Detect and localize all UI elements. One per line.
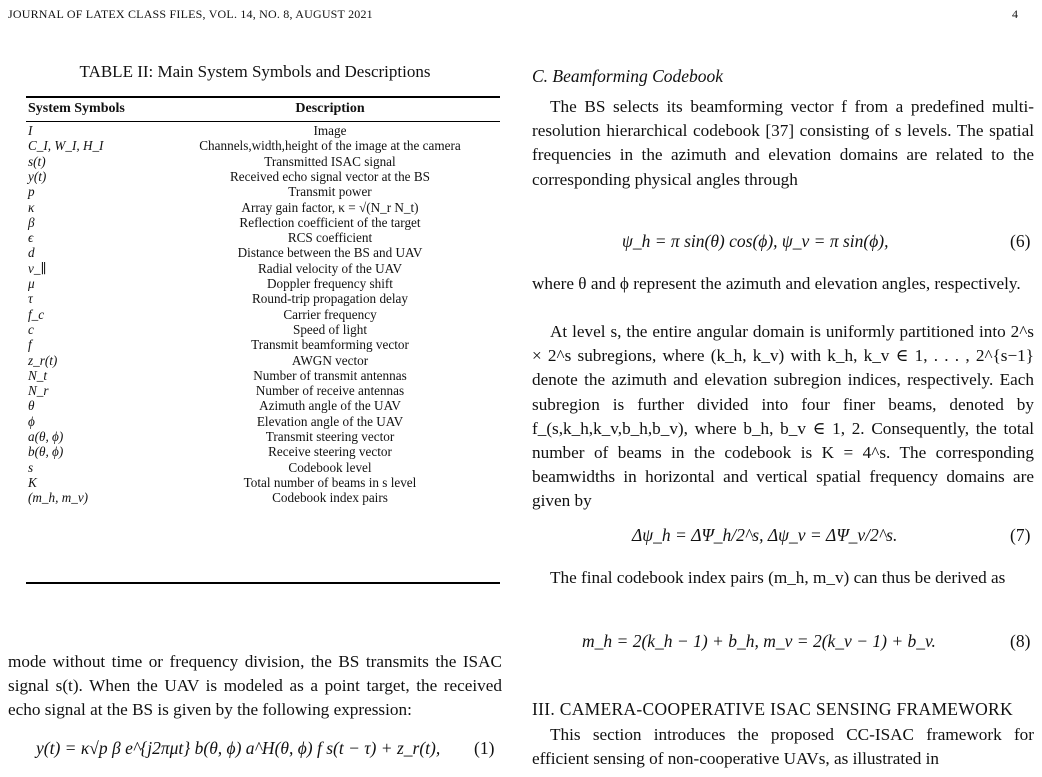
table-row <box>26 398 500 413</box>
symbol-cell: θ <box>28 398 35 414</box>
table-bottom-rule <box>26 582 500 584</box>
symbol-cell: ϕ <box>28 413 35 429</box>
table-row <box>26 215 500 230</box>
symbol-cell: μ <box>28 276 35 291</box>
paragraph-codebook-intro: The BS selects its beamforming vector f from a predefined multi-resolution hierarchical codebook [37] consisting of s levels. The spatial frequencies in the azimuth and elevation domains are related to the corresponding physical angles through <box>532 97 1034 189</box>
description-cell: Speed of light <box>293 321 367 337</box>
page-number: 4 <box>1012 7 1018 21</box>
equation-1: y(t) = κ√p β e^{j2πμt} b(θ, ϕ) a^H(θ, ϕ) f s(t − τ) + z_r(t), <box>36 738 441 758</box>
equation-6-number: (6) <box>1010 231 1031 251</box>
column-header-description: Description <box>295 101 365 116</box>
description-cell: Transmit steering vector <box>265 429 395 444</box>
symbol-cell: f <box>28 337 32 353</box>
symbol-cell: N_t <box>28 367 48 383</box>
equation-7: Δψ_h = ΔΨ_h/2^s, Δψ_v = ΔΨ_v/2^s. <box>632 525 898 545</box>
symbol-cell: I <box>28 123 33 138</box>
symbol-cell: s <box>28 459 34 475</box>
table-row <box>26 414 500 429</box>
table-row <box>26 383 500 398</box>
description-cell: Transmit beamforming vector <box>251 337 409 353</box>
table-row <box>26 276 500 291</box>
symbol-cell: (m_h, m_v) <box>28 490 89 506</box>
description-cell: Receive steering vector <box>268 444 392 460</box>
table-row <box>26 184 500 199</box>
symbol-cell: z_r(t) <box>28 352 58 368</box>
subsection-title: C. Beamforming Codebook <box>532 66 724 86</box>
paragraph-angles: where θ and ϕ represent the azimuth and elevation angles, respectively. <box>532 274 1021 293</box>
description-cell: Distance between the BS and UAV <box>237 245 423 261</box>
table-row <box>26 138 500 153</box>
description-cell: Azimuth angle of the UAV <box>259 398 401 414</box>
table-row <box>26 200 500 215</box>
table-row <box>26 353 500 368</box>
symbol-cell: v_∥ <box>28 260 47 276</box>
table-row <box>26 123 500 138</box>
description-cell: Round-trip propagation delay <box>251 291 408 307</box>
table-row <box>26 368 500 383</box>
symbol-cell: c <box>28 321 34 337</box>
symbol-cell: N_r <box>28 383 49 399</box>
table-top-rule <box>26 96 500 98</box>
equation-7-number: (7) <box>1010 525 1031 545</box>
table-row <box>26 475 500 490</box>
description-cell: Number of receive antennas <box>255 383 405 399</box>
description-cell: Elevation angle of the UAV <box>256 413 404 429</box>
table-row <box>26 429 500 444</box>
equation-8-number: (8) <box>1010 631 1031 651</box>
description-cell: AWGN vector <box>291 352 369 368</box>
table-row <box>26 245 500 260</box>
symbol-cell: τ <box>28 291 33 307</box>
description-cell: Transmit power <box>288 184 372 200</box>
symbol-cell: d <box>28 245 35 261</box>
equation-1-number: (1) <box>474 738 495 758</box>
description-cell: RCS coefficient <box>287 230 373 246</box>
column-header-symbols: System Symbols <box>28 101 125 116</box>
left-paragraph: mode without time or frequency division, the BS transmits the ISAC signal s(t). When the UAV is modeled as a point target, the received echo signal at the BS is given by the following expression: <box>8 652 502 720</box>
table-header-rule <box>26 121 500 122</box>
description-cell: Carrier frequency <box>283 306 377 322</box>
table-row <box>26 307 500 322</box>
paragraph-index-pairs: The final codebook index pairs (m_h, m_v) can thus be derived as <box>550 568 1006 587</box>
table-row <box>26 230 500 245</box>
description-cell: Radial velocity of the UAV <box>257 260 403 276</box>
symbol-cell: b(θ, ϕ) <box>28 444 64 460</box>
description-cell: Codebook level <box>288 459 372 475</box>
table-caption: TABLE II: Main System Symbols and Descriptions <box>79 62 431 81</box>
table-row <box>26 490 500 505</box>
description-cell: Doppler frequency shift <box>267 276 393 291</box>
description-cell: Channels,width,height of the image at the camera <box>199 138 461 154</box>
description-cell: Array gain factor, κ = √(N_r N_t) <box>241 199 419 215</box>
description-cell: Received echo signal vector at the BS <box>230 168 430 184</box>
table-row <box>26 444 500 459</box>
symbol-cell: C_I, W_I, H_I <box>28 138 104 154</box>
table-row <box>26 291 500 306</box>
symbol-cell: y(t) <box>28 168 47 184</box>
table-row <box>26 337 500 352</box>
symbol-cell: s(t) <box>28 153 46 169</box>
description-cell: Total number of beams in s level <box>243 474 417 490</box>
table-row <box>26 169 500 184</box>
description-cell: Number of transmit antennas <box>253 367 407 383</box>
symbol-cell: K <box>28 474 37 490</box>
equation-8: m_h = 2(k_h − 1) + b_h, m_v = 2(k_v − 1) + b_v. <box>582 631 936 651</box>
symbol-cell: a(θ, ϕ) <box>28 429 64 444</box>
table-row <box>26 460 500 475</box>
paragraph-framework-intro: This section introduces the proposed CC-ISAC framework for efficient sensing of non-cooperative UAVs, as illustrated in <box>532 725 1034 769</box>
table-row <box>26 154 500 169</box>
table-row <box>26 322 500 337</box>
description-cell: Reflection coefficient of the target <box>239 214 421 230</box>
description-cell: Transmitted ISAC signal <box>264 153 396 169</box>
symbol-cell: p <box>28 184 35 200</box>
symbol-cell: β <box>28 214 35 230</box>
section-title: III. CAMERA-COOPERATIVE ISAC SENSING FRAMEWORK <box>532 699 1013 719</box>
description-cell: Codebook index pairs <box>272 490 388 506</box>
paragraph-partition: At level s, the entire angular domain is uniformly partitioned into 2^s × 2^s subregions, where (k_h, k_v) with k_h, k_v ∈ 1, . . . , 2^{s−1} denote the azimuth and elevation subregion indices, respectively. Each subregion is further divided into four finer beams, denoted by f_(s,k_h,k_v,b_h,b_v), where b_h, b_v ∈ 1, 2. Consequently, the total number of beams in the codebook is K = 4^s. The corresponding beamwidths in horizontal and vertical spatial frequency domains are given by <box>532 322 1034 511</box>
description-cell: Image <box>313 123 347 138</box>
symbol-cell: f_c <box>28 306 45 322</box>
journal-header: JOURNAL OF LATEX CLASS FILES, VOL. 14, NO. 8, AUGUST 2021 <box>8 7 373 21</box>
table-row <box>26 261 500 276</box>
equation-6: ψ_h = π sin(θ) cos(ϕ), ψ_v = π sin(ϕ), <box>622 231 889 251</box>
symbol-cell: κ <box>28 199 35 215</box>
symbol-cell: ϵ <box>28 230 34 246</box>
